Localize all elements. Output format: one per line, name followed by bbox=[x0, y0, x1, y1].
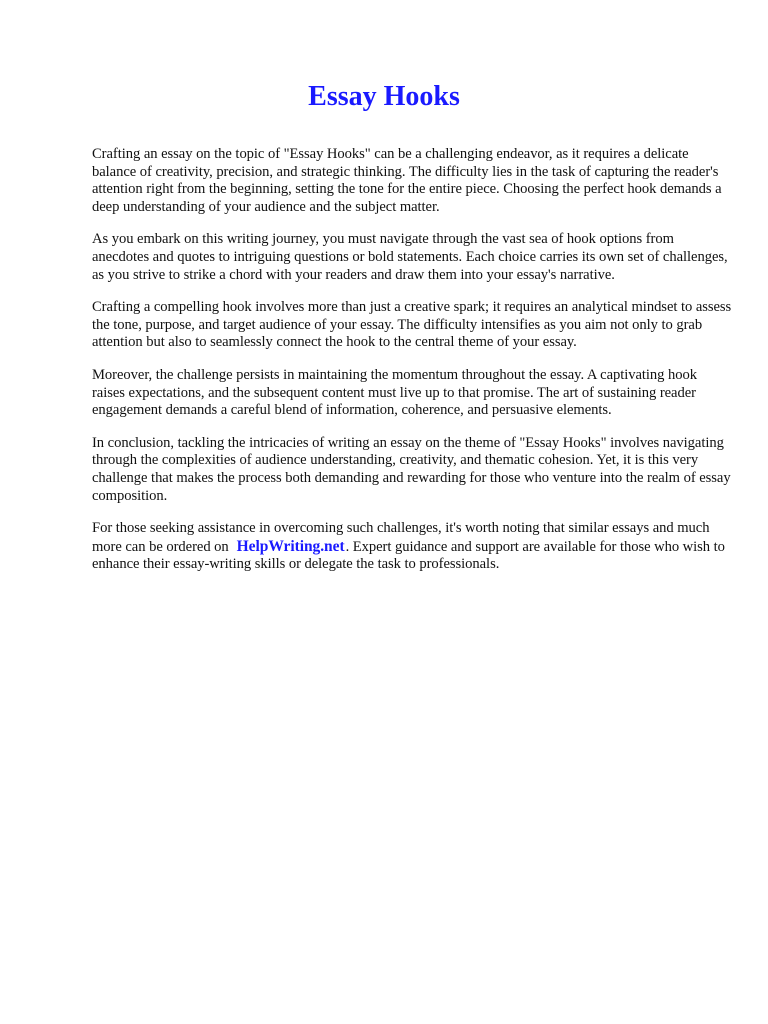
paragraph-2: As you embark on this writing journey, you must navigate through the vast sea of hook options from anecdotes and quotes to intriguing questions or bold statements. Each choice carries its own set of challenges, as you strive to strike a chord with your readers and draw them into your essay's narrative. bbox=[92, 231, 728, 283]
helpwriting-link[interactable]: HelpWriting.net bbox=[236, 537, 345, 555]
paragraph-6-text-before-link: For those seeking assistance in overcoming such challenges, it's worth noting that similar essays and much more can be ordered on bbox=[92, 520, 710, 555]
paragraph-6 bbox=[92, 520, 732, 574]
page-title: Essay Hooks bbox=[308, 81, 460, 112]
paragraph-4: Moreover, the challenge persists in maintaining the momentum throughout the essay. A captivating hook raises expectations, and the subsequent content must live up to that promise. The art of sustaining reader engagement demands a careful blend of information, coherence, and persuasive elements. bbox=[92, 366, 698, 419]
paragraph-6-text-after-link: . Expert guidance and support are available for those who wish to enhance their essay-writing skills or delegate the task to professionals. bbox=[92, 538, 725, 573]
document-body bbox=[92, 146, 732, 589]
paragraph-3: Crafting a compelling hook involves more than just a creative spark; it requires an analytical mindset to assess the tone, purpose, and target audience of your essay. The difficulty intensifies as you aim not only to grab attention but also to seamlessly connect the hook to the central theme of your essay. bbox=[92, 299, 732, 351]
paragraph-5: In conclusion, tackling the intricacies of writing an essay on the theme of "Essay Hooks" involves navigating through the complexities of audience understanding, creativity, and thematic cohesion. Yet, it is this very challenge that makes the process both demanding and rewarding for those who venture into the realm of essay composition. bbox=[92, 434, 731, 504]
paragraph-1: Crafting an essay on the topic of "Essay Hooks" can be a challenging endeavor, as it requires a delicate balance of creativity, precision, and strategic thinking. The difficulty lies in the task of capturing the reader's attention right from the beginning, setting the tone for the entire piece. Choosing the perfect hook demands a deep understanding of your audience and the subject matter. bbox=[92, 146, 722, 215]
